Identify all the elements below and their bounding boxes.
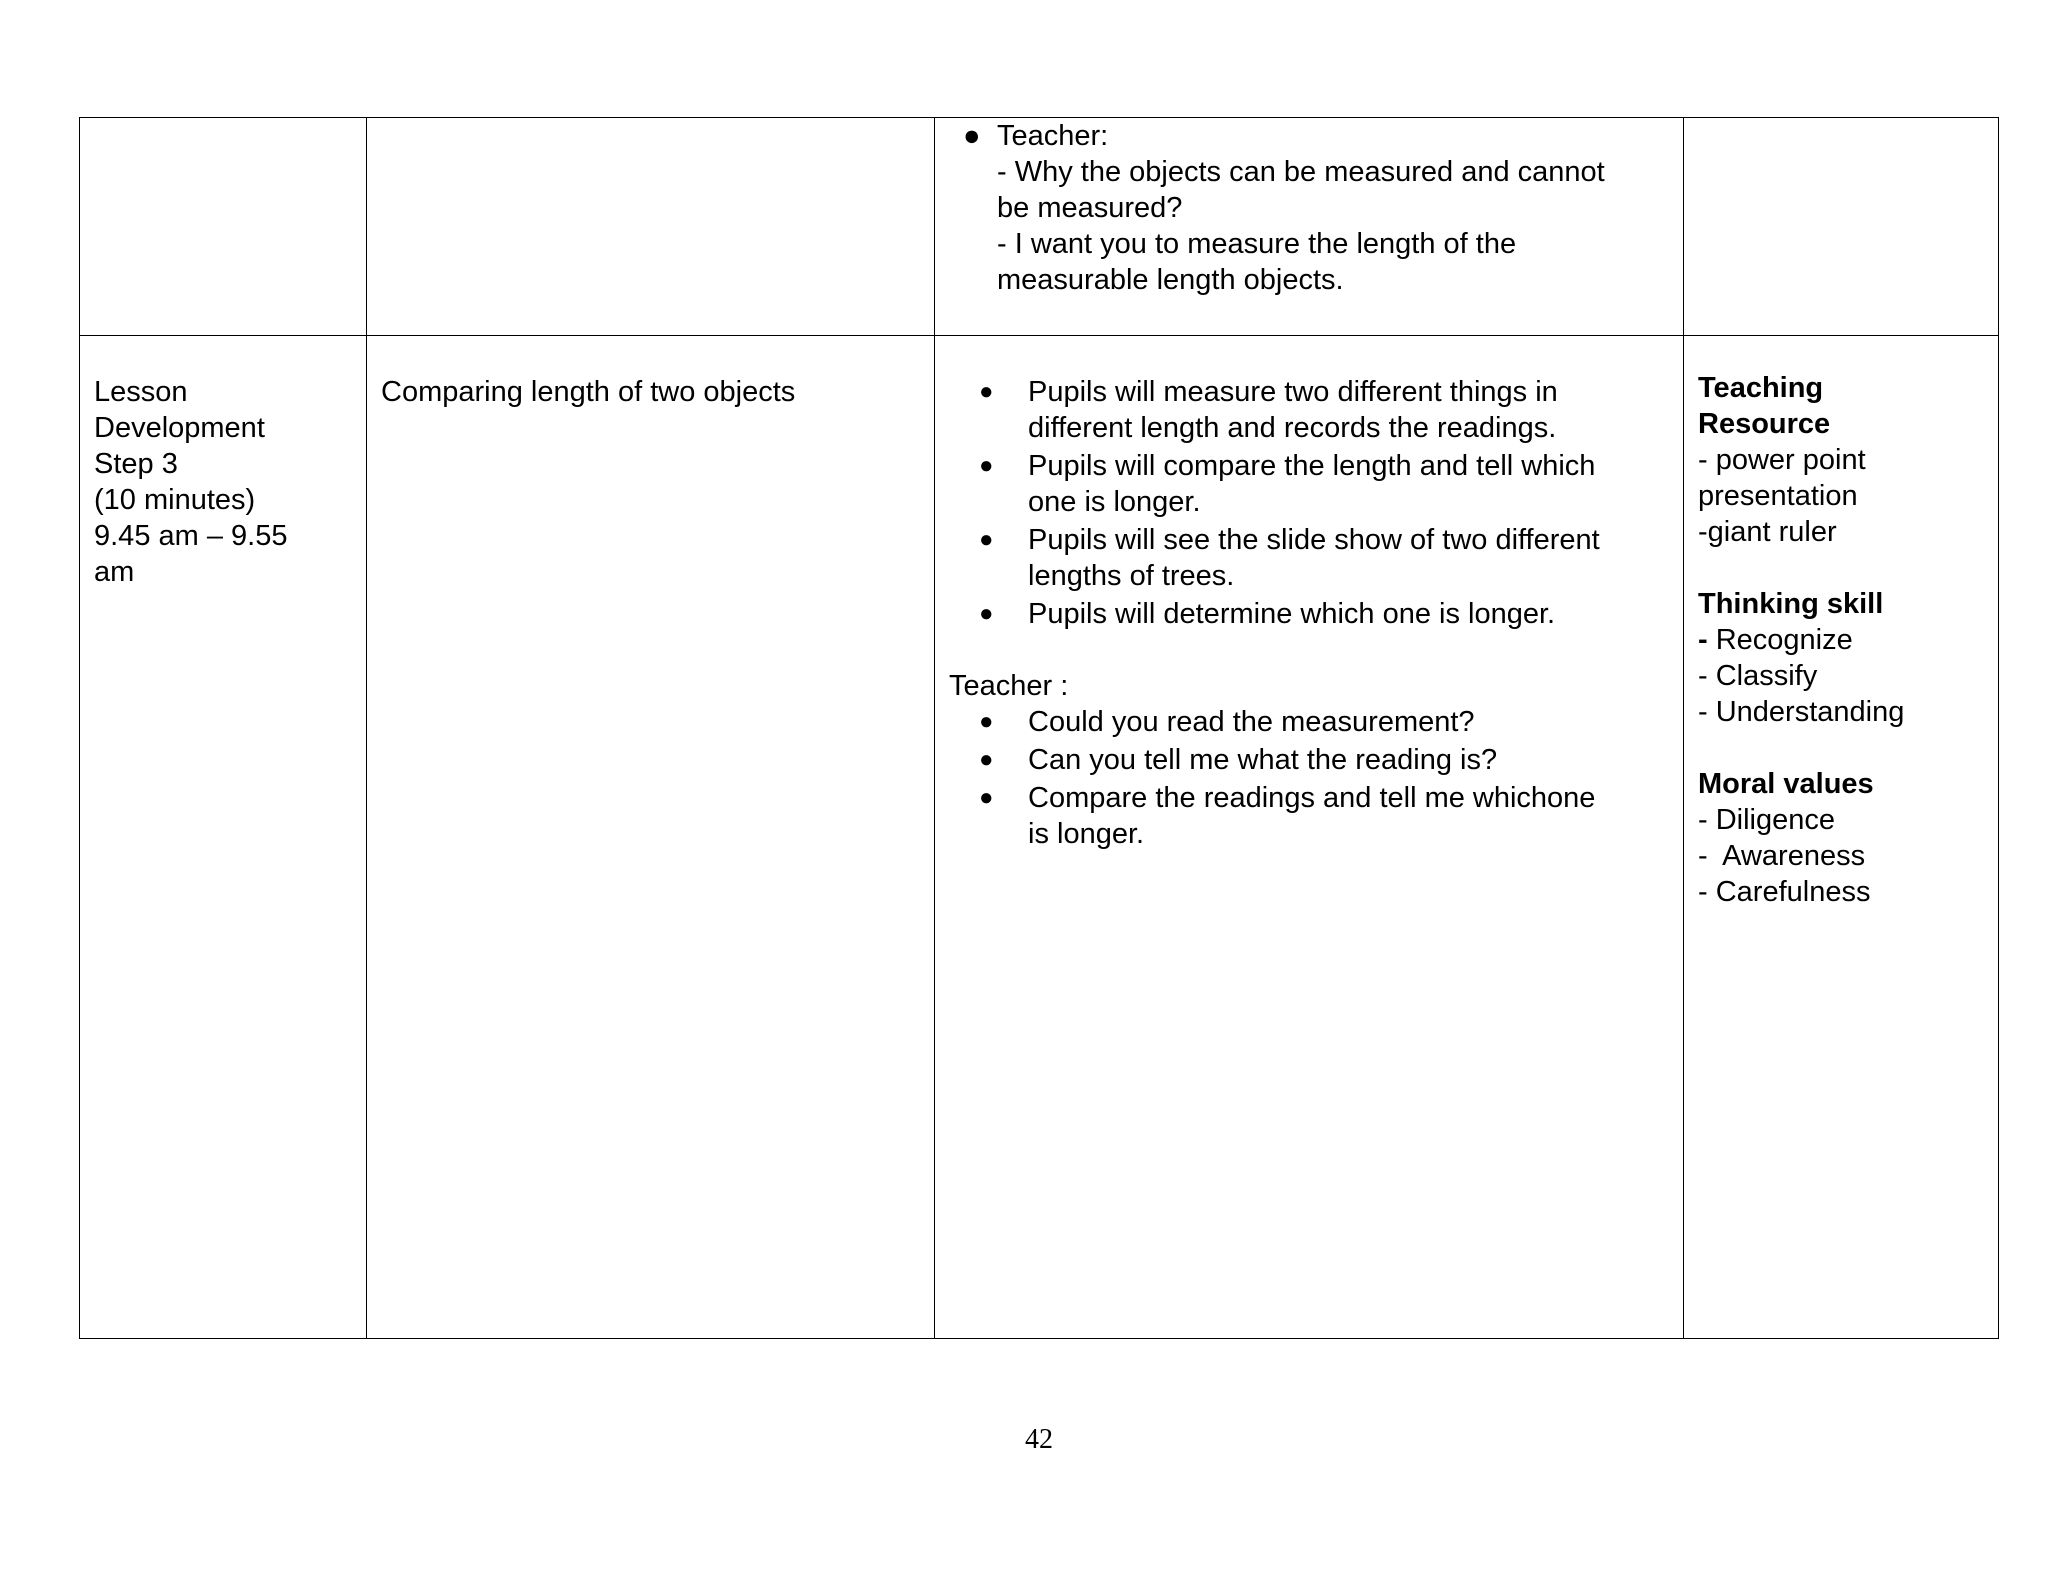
teacher-questions — [949, 118, 1669, 298]
activity-cell — [935, 118, 1684, 336]
stage-cell — [80, 118, 367, 336]
bullet-icon: ● — [979, 784, 994, 811]
list-item-line: Pupils will determine which one is longer. — [1028, 598, 1556, 630]
bullet-icon: ● — [979, 600, 994, 627]
activity-cell — [935, 336, 1684, 1339]
instruction-line: measurable length objects. — [997, 264, 1344, 296]
list-item-line: Pupils will compare the length and tell which — [1028, 450, 1596, 482]
page-number: 42 — [1025, 1424, 1053, 1455]
skill-item: - Classify — [1698, 660, 1818, 692]
moral-values-section — [1698, 766, 1984, 910]
list-item — [935, 522, 1669, 594]
remarks-cell — [1684, 336, 1999, 1339]
resource-item: -giant ruler — [1698, 516, 1837, 548]
bullet-icon: ● — [979, 452, 994, 479]
list-item — [935, 780, 1669, 852]
thinking-skill-section — [1698, 586, 1984, 730]
teaching-resource-section — [1698, 370, 1984, 550]
stage-cell — [80, 336, 367, 1339]
bullet-icon: ● — [979, 708, 994, 735]
list-item-line: Could you read the measurement? — [1028, 706, 1475, 738]
bullet-icon: ● — [979, 526, 994, 553]
bullet-icon: ● — [979, 746, 994, 773]
list-item-line: Compare the readings and tell me whichone — [1028, 782, 1596, 814]
list-item-line: is longer. — [1028, 818, 1145, 850]
question-line: - Why the objects can be measured and cannot — [997, 156, 1605, 188]
value-item: - Awareness — [1698, 840, 1866, 872]
section-heading: Thinking skill — [1698, 588, 1884, 620]
list-item-line: lengths of trees. — [1028, 560, 1235, 592]
skill-item — [1698, 622, 1984, 658]
resource-item: presentation — [1698, 480, 1858, 512]
bullet-icon: ● — [979, 378, 994, 405]
list-item-line: Pupils will see the slide show of two different — [1028, 524, 1600, 556]
lesson-plan-table — [79, 117, 1999, 1339]
list-item-line: different length and records the readings. — [1028, 412, 1557, 444]
time-line: 9.45 am – 9.55 — [94, 520, 288, 552]
bullet-icon: ● — [963, 120, 981, 152]
heading-line: Teaching — [1698, 372, 1824, 404]
list-item — [935, 596, 1669, 632]
duration-line: (10 minutes) — [94, 484, 256, 516]
time-line: am — [94, 556, 135, 588]
stage-line: Lesson — [94, 376, 188, 408]
list-item — [935, 704, 1669, 740]
list-item-line: one is longer. — [1028, 486, 1201, 518]
remarks-cell — [1684, 118, 1999, 336]
section-heading — [1698, 370, 1984, 442]
stage-line: Development — [94, 412, 265, 444]
teacher-question-list — [935, 704, 1669, 852]
content-cell — [367, 118, 935, 336]
question-line: be measured? — [997, 192, 1183, 224]
skill-text: Recognize — [1707, 624, 1853, 656]
table-row — [80, 118, 1999, 336]
pupil-activity-list — [935, 374, 1669, 632]
stage-line: Step 3 — [94, 448, 178, 480]
teacher-label: Teacher : — [949, 670, 1069, 702]
value-item: - Carefulness — [1698, 876, 1871, 908]
list-item — [935, 742, 1669, 778]
instruction-line: - I want you to measure the length of the — [997, 228, 1517, 260]
list-item-line: Pupils will measure two different things in — [1028, 376, 1558, 408]
list-item — [935, 374, 1669, 446]
value-item: - Diligence — [1698, 804, 1835, 836]
list-item-line: Can you tell me what the reading is? — [1028, 744, 1498, 776]
heading-line: Resource — [1698, 408, 1831, 440]
teacher-bullet-label: Teacher: — [997, 120, 1109, 152]
resource-item: - power point — [1698, 444, 1866, 476]
skill-item: - Understanding — [1698, 696, 1905, 728]
section-heading: Moral values — [1698, 768, 1874, 800]
lesson-content: Comparing length of two objects — [381, 376, 796, 408]
content-cell — [367, 336, 935, 1339]
table-row — [80, 336, 1999, 1339]
list-item — [935, 448, 1669, 520]
dash-marker: - — [1698, 624, 1708, 656]
